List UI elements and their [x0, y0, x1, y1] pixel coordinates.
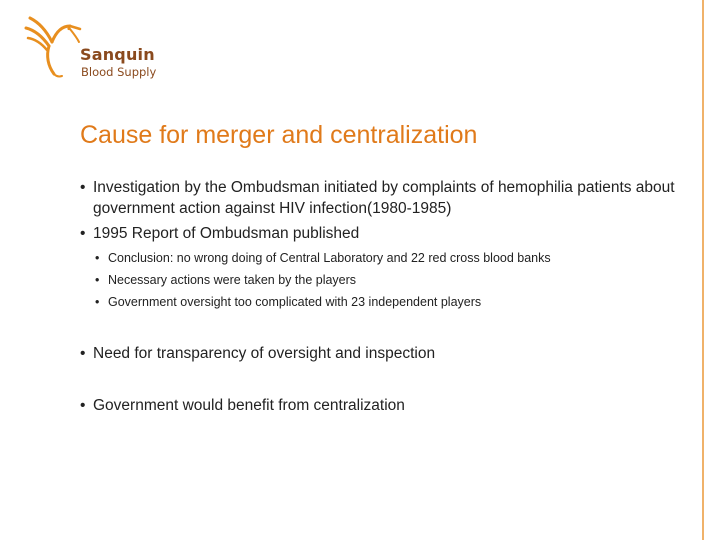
bullet-text: 1995 Report of Ombudsman published: [93, 225, 360, 242]
bullet-marker: •: [80, 345, 86, 362]
sanquin-logo: [24, 14, 174, 84]
sub-bullet-text: Conclusion: no wrong doing of Central Laboratory and 22 red cross blood banks: [108, 251, 551, 265]
bullet-marker: •: [95, 295, 100, 309]
bullet-item: [80, 395, 690, 416]
pelican-icon: [24, 14, 82, 80]
side-rule: [702, 0, 704, 540]
bullet-item: [80, 177, 690, 219]
sub-bullet-item: [80, 291, 690, 313]
bullet-list: [80, 177, 690, 416]
sub-bullet-item: [80, 247, 690, 269]
logo-name: Sanquin: [80, 45, 155, 64]
bullet-text: Government would benefit from centralization: [93, 397, 405, 414]
slide-title: Cause for merger and centralization: [80, 121, 478, 149]
bullet-text: Investigation by the Ombudsman initiated by complaints of hemophilia patients about government action against HIV infection(1980-1985): [93, 179, 675, 217]
sub-bullet-text: Necessary actions were taken by the players: [108, 273, 357, 287]
sub-bullet-text: Government oversight too complicated with 23 independent players: [108, 295, 482, 309]
bullet-item: [80, 223, 690, 244]
bullet-marker: •: [80, 397, 86, 414]
bullet-marker: •: [80, 225, 86, 242]
bullet-item: [80, 343, 690, 364]
bullet-marker: •: [80, 179, 86, 196]
logo-subtitle: Blood Supply: [81, 65, 157, 79]
bullet-text: Need for transparency of oversight and inspection: [93, 345, 436, 362]
sub-bullet-item: [80, 269, 690, 291]
bullet-marker: •: [95, 251, 100, 265]
bullet-marker: •: [95, 273, 100, 287]
